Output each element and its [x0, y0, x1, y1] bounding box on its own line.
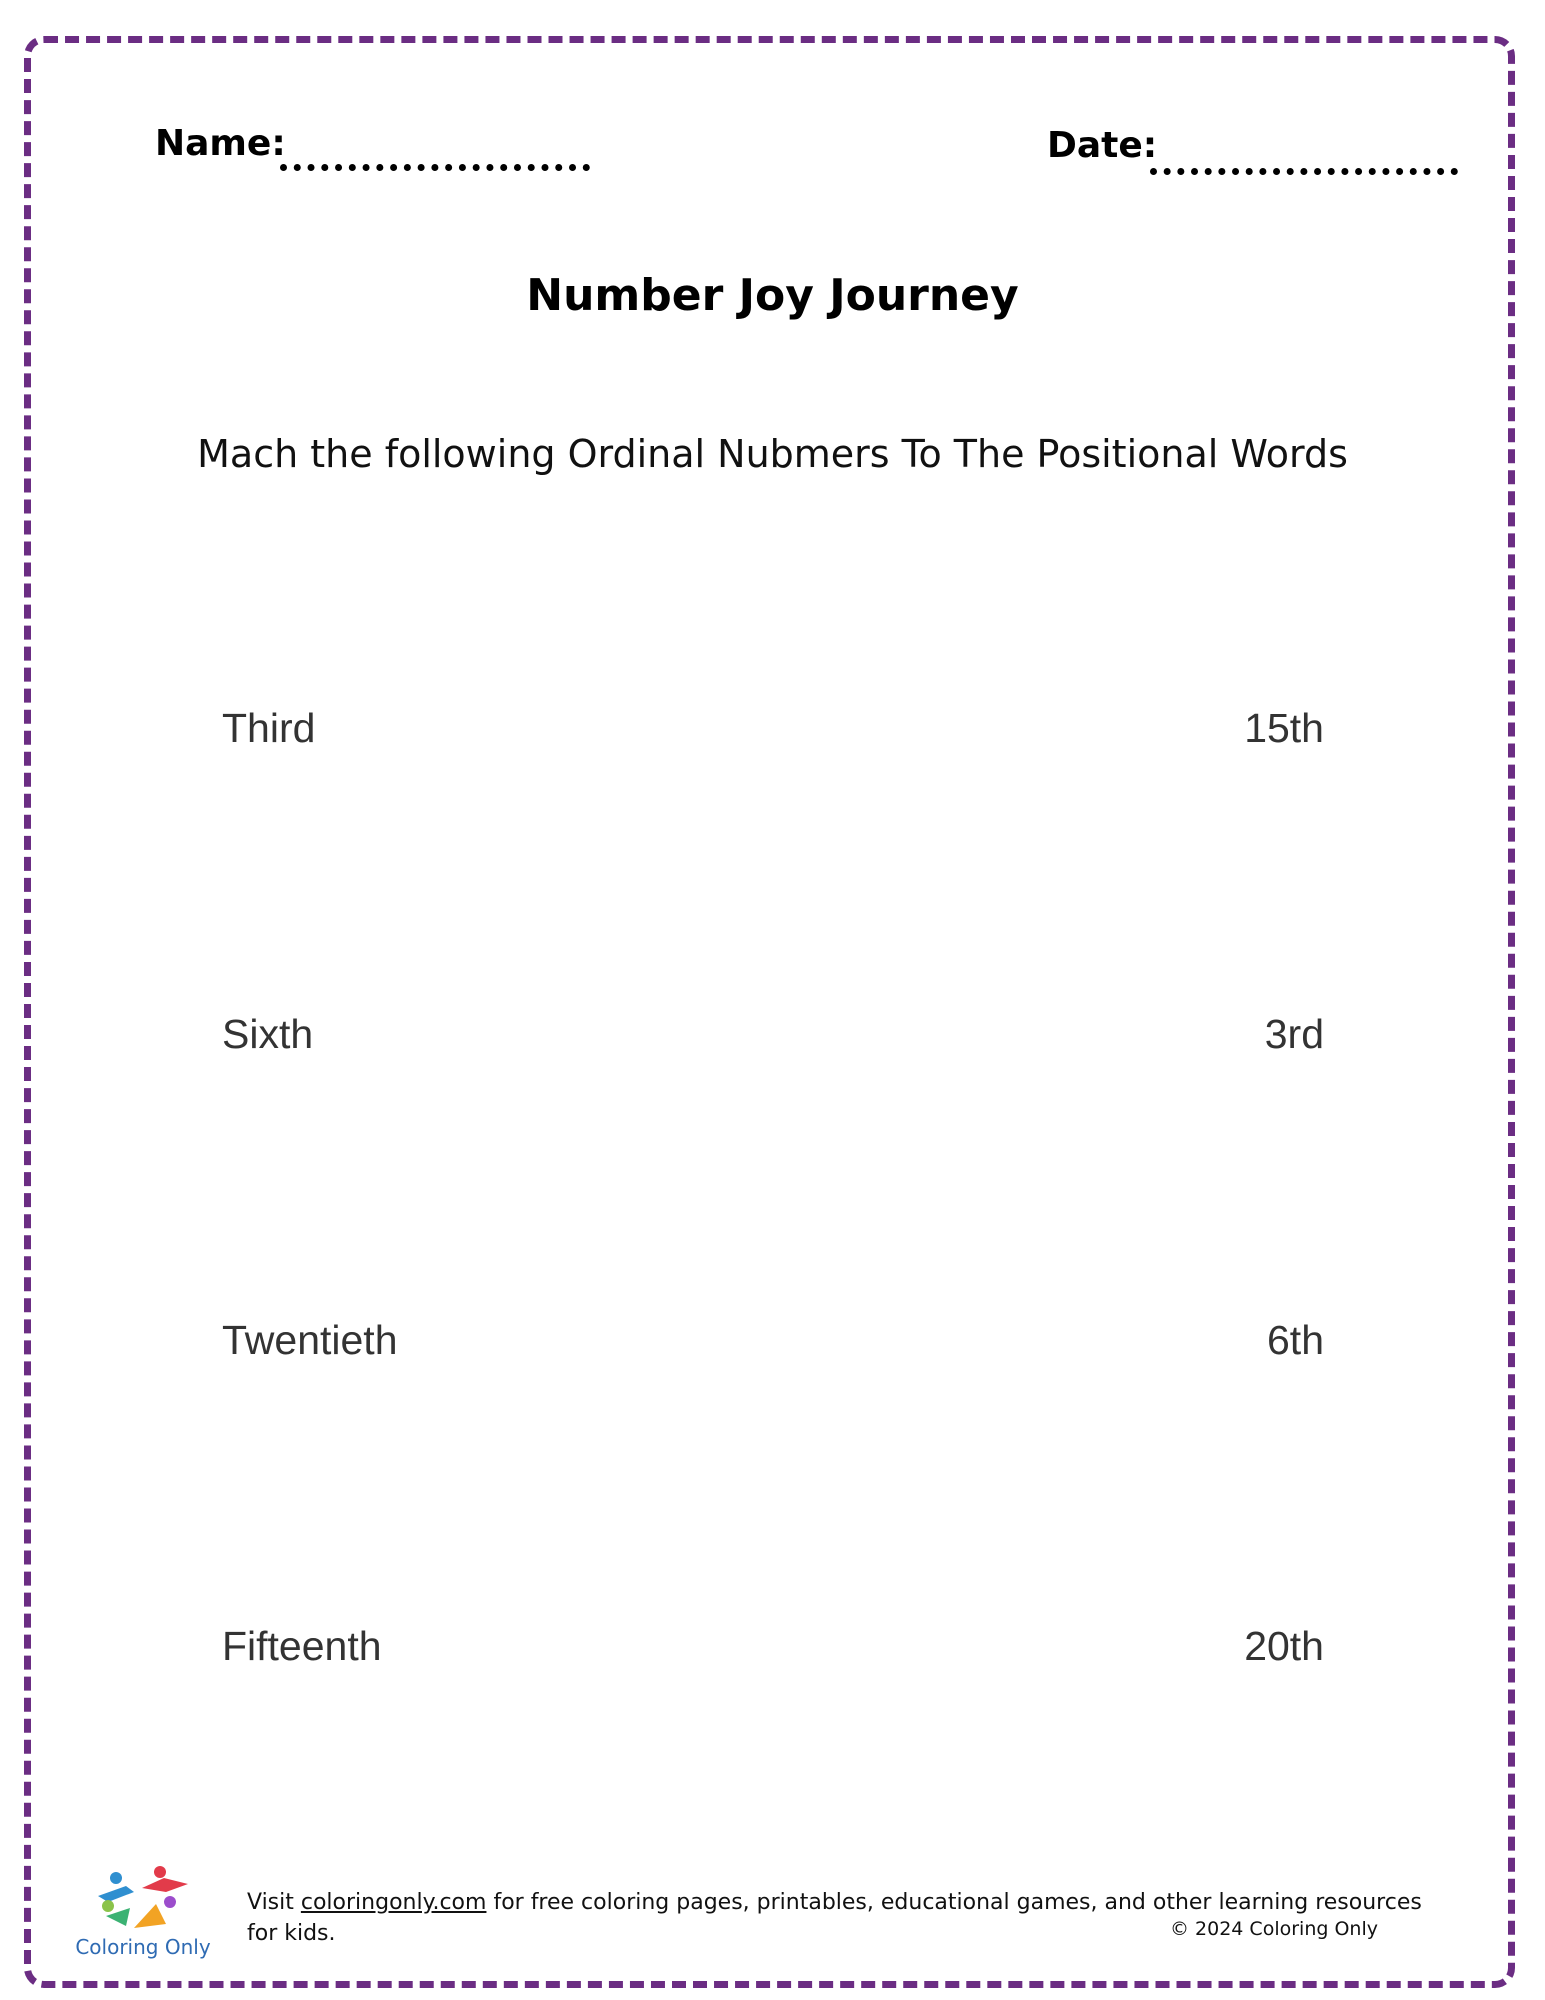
logo-text: Coloring Only: [75, 1935, 211, 1959]
match-row: [222, 1317, 1324, 1367]
date-label: Date:: [1047, 125, 1158, 166]
instructions: Mach the following Ordinal Nubmers To The Positional Words: [197, 432, 1348, 476]
footer-text-before: Visit: [247, 1890, 301, 1915]
footer-text-after: for free coloring pages, printables, educational games, and other learning resources for kids.: [247, 1890, 1422, 1946]
match-row: [222, 1623, 1324, 1673]
match-row: [222, 705, 1324, 755]
ordinal-number: 15th: [1244, 705, 1324, 751]
coloring-only-logo: [68, 1862, 218, 1962]
positional-word: Third: [222, 705, 316, 751]
copyright-notice: © 2024 Coloring Only: [1170, 1918, 1378, 1940]
ordinal-number: 6th: [1267, 1317, 1324, 1363]
name-blank: [280, 164, 590, 171]
website-link[interactable]: coloringonly.com: [300, 1890, 487, 1915]
match-row: [222, 1011, 1324, 1061]
ordinal-number: 20th: [1244, 1623, 1324, 1669]
ordinal-number: 3rd: [1264, 1011, 1324, 1057]
date-blank: [1150, 168, 1458, 175]
positional-word: Sixth: [222, 1011, 314, 1057]
worksheet-title: Number Joy Journey: [526, 270, 1019, 321]
positional-word: Fifteenth: [222, 1623, 382, 1669]
name-label: Name:: [155, 123, 286, 164]
positional-word: Twentieth: [222, 1317, 398, 1363]
logo-figures-icon: [68, 1862, 218, 1934]
